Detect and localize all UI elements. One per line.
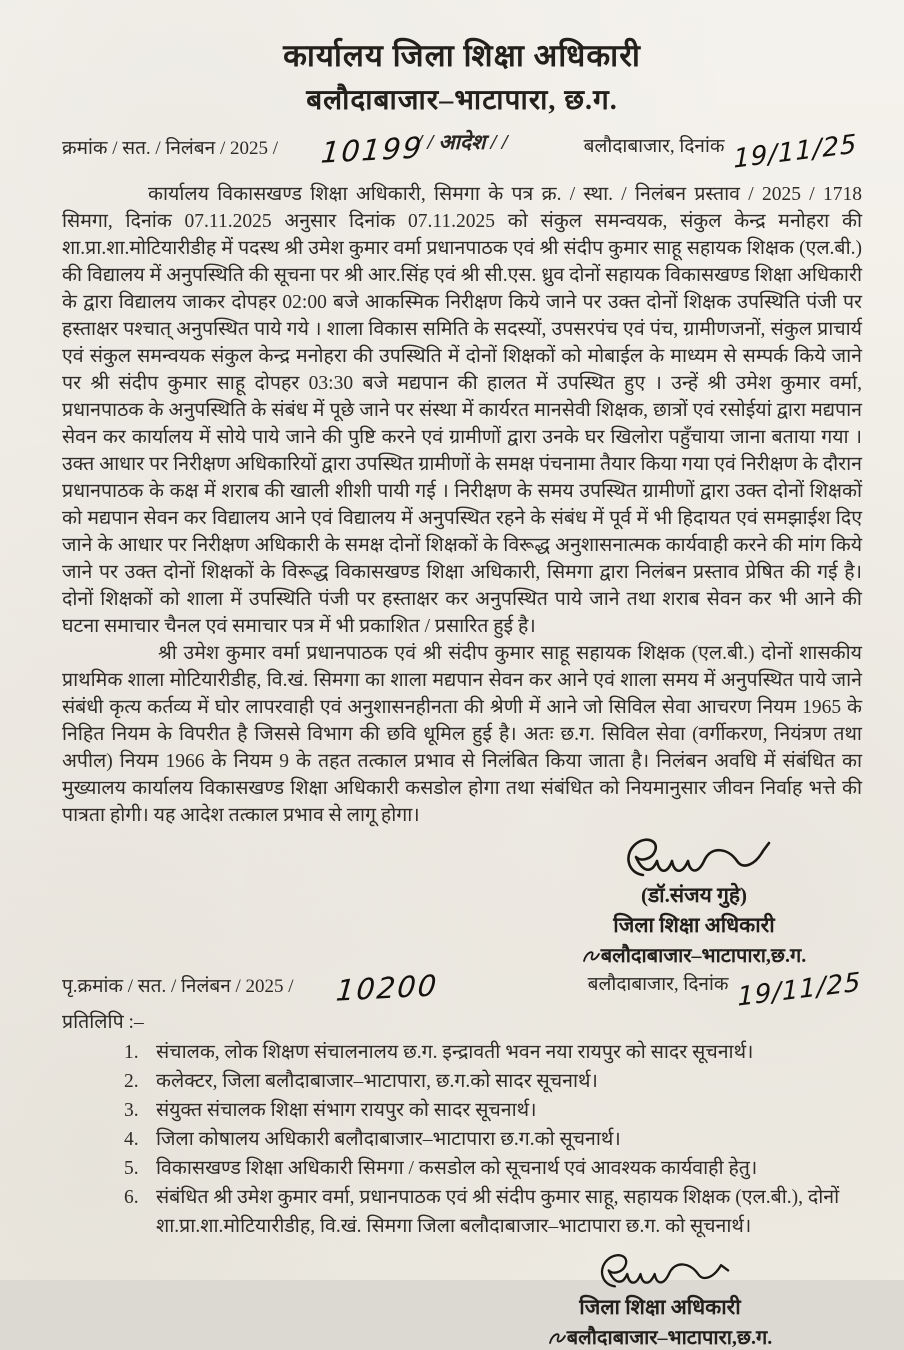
copy-item-text: संबंधित श्री उमेश कुमार वर्मा, प्रधानपाठक एवं श्री संदीप कुमार साहू, सहायक शिक्षक (एल.बी.), दोनों शा.प्रा.शा.मोटियारीडीह, वि.खं. सिमगा जिला बलौदाबाजार–भाटापारा छ.ग. को सूचनार्थ। <box>156 1187 840 1237</box>
copy-item-number: 5. <box>124 1158 139 1179</box>
handwritten-endorsement-date: 19/11/25 <box>737 967 862 1013</box>
signatory-office <box>510 1323 810 1350</box>
signatory-designation: जिला शिक्षा अधिकारी <box>579 1295 741 1319</box>
copy-item-number: 6. <box>124 1187 139 1208</box>
office-name-line1: कार्यालय जिला शिक्षा अधिकारी <box>283 38 641 73</box>
endorsement-row <box>62 967 862 1013</box>
signatory-office <box>544 941 844 968</box>
order-title: / / आदेश / / <box>416 130 508 154</box>
pen-flourish-icon <box>582 948 600 964</box>
endorsement-place-date-label: बलौदाबाजार, दिनांक <box>587 974 729 995</box>
signature-icon <box>580 1251 740 1297</box>
copy-item-3 <box>124 1096 862 1125</box>
signature-icon <box>609 835 779 887</box>
copy-item-number: 4. <box>124 1129 139 1150</box>
copy-item-text: विकासखण्ड शिक्षा अधिकारी सिमगा / कसडोल को सूचनार्थ एवं आवश्यक कार्यवाही हेतु। <box>156 1158 758 1179</box>
reference-number-label: क्रमांक / सत. / निलंबन / 2025 / <box>62 138 278 159</box>
copy-item-5 <box>124 1154 862 1183</box>
handwritten-endorsement-number: 10200 <box>334 968 440 1008</box>
signatory-office-text: बलौदाबाजार–भाटापारा,छ.ग. <box>566 1327 773 1349</box>
copy-to-heading: प्रतिलिपि :– <box>62 1012 144 1033</box>
endorsement-number-label: पृ.क्रमांक / सत. / निलंबन / 2025 / <box>62 976 294 997</box>
signature-block-bottom <box>510 1251 810 1350</box>
copy-item-6 <box>124 1183 862 1241</box>
signatory-designation: जिला शिक्षा अधिकारी <box>613 913 775 937</box>
copy-item-4 <box>124 1125 862 1154</box>
copy-item-2 <box>124 1067 862 1096</box>
copy-item-text: संचालक, लोक शिक्षण संचालनालय छ.ग. इन्द्रावती भवन नया रायपुर को सादर सूचनार्थ। <box>156 1042 754 1063</box>
copy-item-number: 3. <box>124 1100 139 1121</box>
copy-item-number: 2. <box>124 1071 139 1092</box>
signatory-office-text: बलौदाबाजार–भाटापारा,छ.ग. <box>600 945 807 967</box>
copy-item-number: 1. <box>124 1042 139 1063</box>
place-date-line <box>583 129 862 175</box>
body-paragraph-1: कार्यालय विकासखण्ड शिक्षा अधिकारी, सिमगा के पत्र क्र. / स्था. / निलंबन प्रस्ताव / 2025 / 1718 सिमगा, दिनांक 07.11.2025 अनुसार दिनांक 07.11.2025 को संकुल समन्वयक, संकुल केन्द्र मनोहरा की शा.प्रा.शा.मोटियारीडीह में पदस्थ श्री उमेश कुमार वर्मा प्रधानपाठक एवं श्री संदीप कुमार साहू सहायक शिक्षक (एल.बी.) की विद्यालय में अनुपस्थिति की सूचना पर श्री आर.सिंह एवं श्री सी.एस. ध्रुव दोनों सहायक विकासखण्ड शिक्षा अधिकारी के द्वारा विद्यालय जाकर दोपहर 02:00 बजे आकस्मिक निरीक्षण किये जाने पर उक्त दोनों शिक्षक उपस्थिति पंजी पर हस्ताक्षर पश्चात् अनुपस्थित पाये गये । शाला विकास समिति के सदस्यों, उपसरपंच एवं पंच, ग्रामीणजनों, संकुल प्राचार्य एवं संकुल समन्वयक संकुल केन्द्र मनोहरा की उपस्थिति में दोनों शिक्षकों को मोबाईल के माध्यम से सम्पर्क किये जाने पर श्री संदीप कुमार साहू दोपहर 03:30 बजे मद्यपान की हालत में उपस्थित हुए । उन्हें श्री उमेश कुमार वर्मा, प्रधानपाठक के अनुपस्थिति के संबंध में पूछे जाने पर संस्था में कार्यरत मानसेवी शिक्षक, छात्रों एवं रसोईयां द्वारा मद्यपान सेवन कर कार्यालय में सोये पाये जाने की पुष्टि करने एवं ग्रामीणों द्वारा उनके घर खिलोरा पहुँचाया जाना बताया गया । उक्त आधार पर निरीक्षण अधिकारियों द्वारा उपस्थित ग्रामीणों के समक्ष पंचनामा तैयार किया गया एवं निरीक्षण के दौरान प्रधानपाठक के कक्ष में शराब की खाली शीशी पायी गई । निरीक्षण के समय उपस्थित ग्रामीणों द्वारा उक्त दोनों शिक्षकों को मद्यपान सेवन कर विद्यालय आने एवं विद्यालय में अनुपस्थित रहने के संबंध में पूर्व में भी हिदायत एवं समझाईश दिए जाने के आधार पर निरीक्षण अधिकारी के समक्ष दोनों शिक्षकों के विरूद्ध अनुशासनात्मक कार्यवाही करने की मांग किये जाने पर उक्त दोनों शिक्षकों के विरूद्ध विकासखण्ड शिक्षा अधिकारी, सिमगा द्वारा निलंबन प्रस्ताव प्रेषित की गई है। दोनों शिक्षकों को शाला में उपस्थिति पंजी पर हस्ताक्षर कर अनुपस्थित पाये जाने तथा शराब सेवन कर भी आने की घटना समाचार चैनल एवं समाचार पत्र में भी प्रकाशित / प्रसारित हुई है। <box>62 184 862 637</box>
endorsement-number-line <box>62 968 440 1008</box>
office-name-line2: बलौदाबाजार–भाटापारा, छ.ग. <box>306 85 618 116</box>
signature-block-top <box>544 835 844 968</box>
place-date-label: बलौदाबाजार, दिनांक <box>583 136 725 157</box>
copy-item-text: जिला कोषालय अधिकारी बलौदाबाजार–भाटापारा छ.ग.को सूचनार्थ। <box>156 1129 621 1150</box>
body-paragraph-2: श्री उमेश कुमार वर्मा प्रधानपाठक एवं श्री संदीप कुमार साहू सहायक शिक्षक (एल.बी.) दोनों शासकीय प्राथमिक शाला मोटियारीडीह, वि.खं. सिमगा का शाला मद्यपान सेवन कर आने एवं शाला समय में अनुपस्थित पाये जाने संबंधी कृत्य कर्तव्य में घोर लापरवाही एवं अनुशासनहीनता की श्रेणी में आने जो सिविल सेवा आचरण नियम 1965 के निहित नियम के विपरीत है जिससे विभाग की छवि धूमिल हुई है। अतः छ.ग. सिविल सेवा (वर्गीकरण, नियंत्रण तथा अपील) नियम 1966 के नियम 9 के तहत तत्काल प्रभाव से निलंबित किया जाता है। निलंबन अवधि में संबंधित का मुख्यालय कार्यालय विकासखण्ड शिक्षा अधिकारी कसडोल होगा तथा संबंधित को नियमानुसार जीवन निर्वाह भत्ते की पात्रता होगी। यह आदेश तत्काल प्रभाव से लागू होगा। <box>62 643 862 826</box>
copy-item-text: संयुक्त संचालक शिक्षा संभाग रायपुर को सादर सूचनार्थ। <box>156 1100 537 1121</box>
signatory-name: (डॉ.संजय गुहे) <box>640 883 748 907</box>
order-body <box>62 181 862 829</box>
endorsement-place-date-line <box>587 967 862 1013</box>
copy-item-text: कलेक्टर, जिला बलौदाबाजार–भाटापारा, छ.ग.को सादर सूचनार्थ। <box>156 1071 598 1092</box>
copy-to-list <box>62 1038 862 1241</box>
handwritten-date: 19/11/25 <box>733 129 858 175</box>
pen-flourish-icon <box>548 1330 566 1346</box>
copy-item-1 <box>124 1038 862 1067</box>
handwritten-dispatch-number: 10199 <box>319 130 425 170</box>
reference-number-line <box>62 130 425 170</box>
